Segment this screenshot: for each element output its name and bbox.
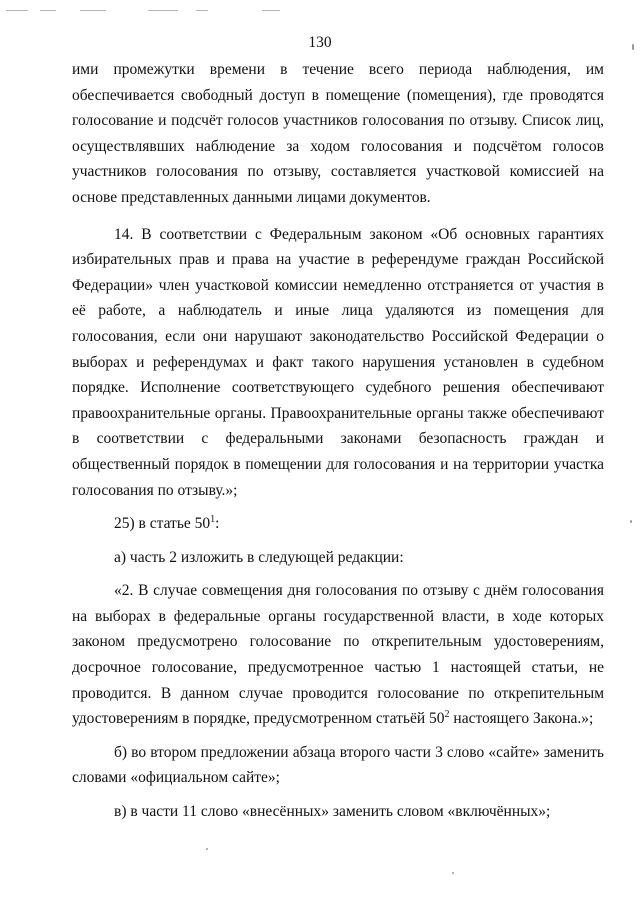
paragraph-item-25 [72,511,604,537]
scan-artifact [148,10,178,11]
paragraph-continuation: ими промежутки времени в течение всего периода наблюдения, им обеспечивается свободный доступ в помещение (помещения), где проводятся голосование и подсчёт голосов участников голосования по отзыву. Список лиц, осуществлявших наблюдение за ходом голосования и подсчётом голосов участников голосования по отзыву, составляется участковой комиссией на основе представленных данными лицами документов. [72,61,604,206]
quoted-part-2-tail: настоящего Закона.»; [449,710,594,728]
page-number: 130 [308,34,332,51]
quoted-part-2-text: «2. В случае совмещения дня голосования по отзыву с днём голосования на выборах в федеральные органы государственной власти, в ходе которых законом предусмотрено голосование по открепительным удостоверениям, досрочное голосование, предусмотренное частью 1 настоящей статьи, не проводится. В данном случае проводится голосование по открепительным удостоверениям в порядке, предусмотренном статьёй 50 [72,582,604,728]
item-25-text: 25) в статье 50 [114,515,211,533]
paragraph-subitem-a: а) часть 2 изложить в следующей редакции: [114,548,404,566]
item-25-colon: : [215,515,220,533]
scan-artifact [6,10,28,11]
scan-artifact [196,10,208,11]
paragraph-item-14: 14. В соответствии с Федеральным законом «Об основных гарантиях избирательных прав и права на участие в референдуме граждан Российской Федерации» член участковой комиссии немедленно отстраняется от участия в её работе, а наблюдатель и иные лица удаляются из помещения для голосования, если они нарушают законодательство Российской Федерации о выборах и референдумах и факт такого нарушения установлен в судебном порядке. Исполнение соответствующего судебного решения обеспечивают правоохранительные органы. Правоохранительные органы также обеспечивают в соответствии с федеральными законами безопасность граждан и общественный порядок в помещении для голосования и на территории участка голосования по отзыву.»; [72,225,604,499]
paragraph-subitem-v: в) в части 11 слово «внесённых» заменить словом «включённых»; [114,803,551,821]
scan-artifact [262,10,280,11]
scan-artifact [40,10,56,11]
quoted-part-2-superscript: 2 [444,709,450,721]
scan-artifact [452,872,454,874]
paragraph-quoted-part-2 [72,578,604,732]
document-body [72,57,604,825]
scan-artifact [80,10,106,11]
scan-artifact [630,520,632,523]
item-25-superscript: 1 [210,513,216,525]
paragraph-subitem-b: б) во втором предложении абзаца второго части 3 слово «сайте» заменить словами «официальном сайте»; [72,743,604,787]
scan-artifact [206,848,208,850]
